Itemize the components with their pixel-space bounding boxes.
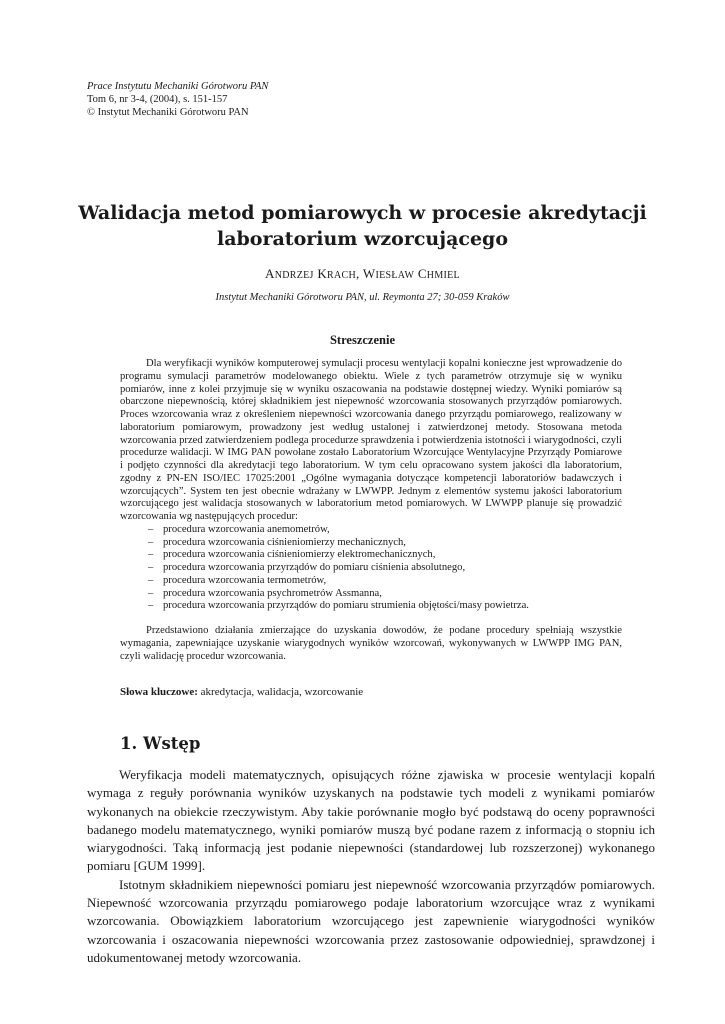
procedure-item: – procedura wzorcowania termometrów, bbox=[148, 575, 622, 588]
keywords bbox=[120, 686, 363, 698]
procedure-item: – procedura wzorcowania ciśnieniomierzy mechanicznych, bbox=[148, 537, 622, 550]
article-title bbox=[0, 200, 725, 252]
section-heading: 1. Wstęp bbox=[120, 734, 201, 753]
abstract-heading: Streszczenie bbox=[329, 333, 395, 347]
authors-text: ANDRZEJ KRACH, WIESŁAW CHMIEL bbox=[265, 266, 460, 281]
procedure-item: – procedura wzorcowania ciśnieniomierzy elektromechanicznych, bbox=[148, 549, 622, 562]
title-line-1: Walidacja metod pomiarowych w procesie akredytacji bbox=[78, 202, 647, 224]
section-body bbox=[87, 766, 655, 967]
journal-info bbox=[87, 80, 268, 119]
abstract bbox=[120, 358, 622, 663]
copyright-line: © Instytut Mechaniki Górotworu PAN bbox=[87, 107, 249, 118]
title-line-2: laboratorium wzorcującego bbox=[216, 228, 509, 250]
section-paragraph-1: Weryfikacja modeli matematycznych, opisujących różne zjawiska w procesie wentylacji kopalń wymaga z reguły porównania wyników uzyskanych na podstawie tych modeli z wynikami pomiarów wykonanych na obiekcie rzeczywistym. Aby takie porównanie mogło być podstawą do oceny poprawności badanego modelu matematycznego, wyniki pomiarów muszą być podane razem z informacją o stopniu ich wiarygodności. Taką informacją jest podanie niepewności (standardowej lub rozszerzonej) wykonanego pomiaru [GUM 1999]. bbox=[87, 767, 655, 874]
section-paragraph-2: Istotnym składnikiem niepewności pomiaru jest niepewność wzorcowania przyrządów pomiarowych. Niepewność wzorcowania przyrządu pomiarowego podaje laboratorium wzorcujące wraz z wynikami wzorcowania. Obowiązkiem laboratorium wzorcującego jest zapewnienie wiarygodności wyników wzorcowania i oszacowania niepewności wzorcowania przez zastosowanie odpowiedniej, sprawdzonej i udokumentowanej metody wzorcowania. bbox=[87, 876, 655, 965]
procedure-item: – procedura wzorcowania przyrządów do pomiaru ciśnienia absolutnego, bbox=[148, 562, 622, 575]
keywords-label: Słowa kluczowe: bbox=[120, 686, 198, 698]
authors bbox=[0, 266, 725, 282]
journal-name: Prace Instytutu Mechaniki Górotworu PAN bbox=[87, 81, 269, 92]
abstract-paragraph-2: Przedstawiono działania zmierzające do uzyskania dowodów, że podane procedury spełniają wszystkie wymagania, zapewniające uzyskanie wiarygodnych wyników wzorcowań, wykonywanych w LWWPP IMG PAN, czyli walidację procedur wzorcowania. bbox=[120, 625, 622, 662]
procedure-list bbox=[120, 524, 622, 613]
affiliation: Instytut Mechaniki Górotworu PAN, ul. Reymonta 27; 30-059 Kraków bbox=[215, 292, 510, 303]
procedure-item: – procedura wzorcowania psychrometrów Assmanna, bbox=[148, 588, 622, 601]
abstract-paragraph-1: Dla weryfikacji wyników komputerowej symulacji procesu wentylacji kopalni konieczne jest wprowadzenie do programu symulacji parametrów modelowanego obiektu. Wiele z tych parametrów otrzymuje się w wyniku pomiarów, inne z kolei przyjmuje się w wyniku oszacowania na podstawie dostępnej wiedzy. Wyniki pomiarów są obarczone niepewnością, której składnikiem jest niepewność wzorcowania stosowanych przyrządów pomiarowych. Proces wzorcowania wraz z określeniem niepewności wzorcowania danego przyrządu pomiarowego, realizowany w laboratorium pomiarowym, prowadzony jest według ustalonej i zatwierdzonej metody. Stosowana metoda wzorcowania przed zatwierdzeniem podlega procedurze sprawdzenia i potwierdzenia istotności i wiarygodności, czyli procedurze walidacji. W IMG PAN powołane zostało Laboratorium Wzorcujące Wentylacyjne Przyrządy Pomiarowe i podjęto czynności dla akredytacji tego laboratorium. W tym celu opracowano system jakości dla laboratorium, zgodny z PN-EN ISO/IEC 17025:2001 „Ogólne wymagania dotyczące kompetencji laboratoriów badawczych i wzorcujących”. System ten jest obecnie wdrażany w LWWPP. Jednym z elementów systemu jakości laboratorium wzorcującego jest walidacja stosowanych w laboratorium metod pomiarowych. W LWWPP planuje się prowadzić wzorcowania wg następujących procedur: bbox=[120, 358, 622, 522]
procedure-item: – procedura wzorcowania anemometrów, bbox=[148, 524, 622, 537]
keywords-values: akredytacja, walidacja, wzorcowanie bbox=[200, 686, 364, 698]
procedure-item: – procedura wzorcowania przyrządów do pomiaru strumienia objętości/masy powietrza. bbox=[148, 600, 622, 613]
volume-info: Tom 6, nr 3-4, (2004), s. 151-157 bbox=[87, 94, 228, 105]
